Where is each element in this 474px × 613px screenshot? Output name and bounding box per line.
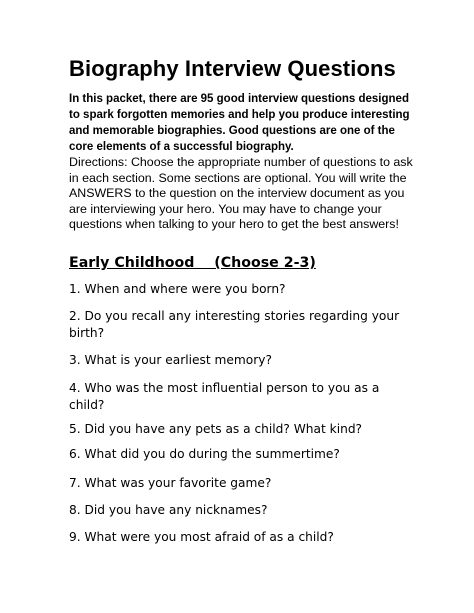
question-6: 6. What did you do during the summertime? — [69, 447, 340, 461]
directions-paragraph: Directions: Choose the appropriate number of questions to ask in each section. Some sections are optional. You will write the ANSWERS to the question on the interview document as you are interviewing your hero. You may have to change your questions when talking to your hero to get the best answers! — [69, 155, 413, 232]
question-5: 5. Did you have any pets as a child? What kind? — [69, 422, 363, 436]
question-7: 7. What was your favorite game? — [69, 476, 272, 490]
intro-paragraph: In this packet, there are 95 good interview questions designed to spark forgotten memories and help you produce interesting and memorable biographies. Good questions are one of the core elements of a successful biography. — [69, 93, 410, 153]
question-4: 4. Who was the most influential person to you as a child? — [69, 381, 380, 413]
page-title: Biography Interview Questions — [69, 56, 396, 81]
section-heading-early-childhood: Early Childhood (Choose 2-3) — [69, 255, 316, 271]
question-2: 2. Do you recall any interesting stories regarding your birth? — [69, 309, 400, 341]
question-8: 8. Did you have any nicknames? — [69, 503, 268, 517]
question-9: 9. What were you most afraid of as a child? — [69, 530, 334, 544]
question-1: 1. When and where were you born? — [69, 282, 286, 296]
question-3: 3. What is your earliest memory? — [69, 353, 272, 367]
